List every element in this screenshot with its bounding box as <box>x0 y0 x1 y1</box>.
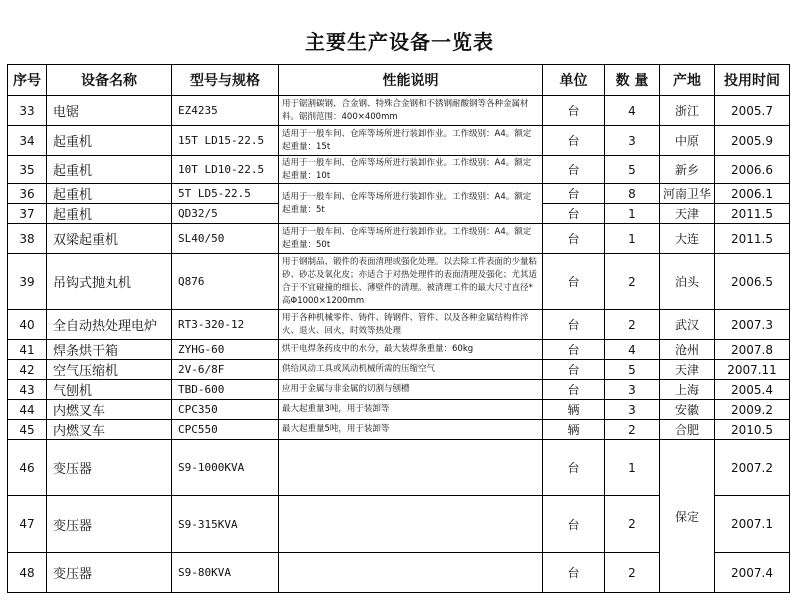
row-name: 变压器 <box>47 553 172 593</box>
row-desc: 适用于一般车间、仓库等场所进行装卸作业。工作级别：A4。额定起重量：5t <box>279 184 543 224</box>
row-date: 2007.8 <box>715 340 790 360</box>
row-origin: 泊头 <box>660 254 715 310</box>
table-row <box>8 310 790 340</box>
row-unit: 辆 <box>543 420 605 440</box>
row-no: 34 <box>8 126 47 156</box>
table-row <box>8 224 790 254</box>
row-desc: 适用于一般车间、仓库等场所进行装卸作业。工作级别：A4。额定起重量：15t <box>279 126 543 156</box>
row-date: 2006.6 <box>715 156 790 184</box>
row-name: 起重机 <box>47 184 172 204</box>
row-no: 46 <box>8 440 47 496</box>
row-qty: 3 <box>605 126 660 156</box>
row-name: 变压器 <box>47 440 172 496</box>
row-unit: 台 <box>543 340 605 360</box>
row-unit: 台 <box>543 254 605 310</box>
row-desc: 供给风动工具或风动机械所需的压缩空气 <box>279 360 543 380</box>
table-row <box>8 400 790 420</box>
row-no: 45 <box>8 420 47 440</box>
row-unit: 辆 <box>543 400 605 420</box>
row-model: CPC550 <box>172 420 279 440</box>
row-name: 变压器 <box>47 496 172 553</box>
row-name: 内燃叉车 <box>47 400 172 420</box>
row-origin: 保定 <box>660 440 715 593</box>
row-qty: 1 <box>605 224 660 254</box>
table-row <box>8 184 790 204</box>
row-model: S9-80KVA <box>172 553 279 593</box>
row-unit: 台 <box>543 126 605 156</box>
row-origin: 安徽 <box>660 400 715 420</box>
row-unit: 台 <box>543 360 605 380</box>
row-model: RT3-320-12 <box>172 310 279 340</box>
row-unit: 台 <box>543 96 605 126</box>
row-name: 空气压缩机 <box>47 360 172 380</box>
table-row <box>8 96 790 126</box>
row-unit: 台 <box>543 224 605 254</box>
header-origin: 产地 <box>660 65 715 96</box>
row-date: 2009.2 <box>715 400 790 420</box>
row-no: 40 <box>8 310 47 340</box>
row-no: 39 <box>8 254 47 310</box>
row-origin: 武汉 <box>660 310 715 340</box>
row-no: 42 <box>8 360 47 380</box>
row-qty: 8 <box>605 184 660 204</box>
row-unit: 台 <box>543 156 605 184</box>
row-unit: 台 <box>543 204 605 224</box>
row-desc: 最大起重量5吨，用于装卸等 <box>279 420 543 440</box>
table-row <box>8 156 790 184</box>
row-origin: 天津 <box>660 204 715 224</box>
row-origin: 上海 <box>660 380 715 400</box>
row-desc: 最大起重量3吨，用于装卸等 <box>279 400 543 420</box>
row-desc <box>279 553 543 593</box>
table-row <box>8 420 790 440</box>
row-origin: 河南卫华 <box>660 184 715 204</box>
row-qty: 2 <box>605 496 660 553</box>
row-desc: 应用于金属与非金属的切割与刨槽 <box>279 380 543 400</box>
row-qty: 2 <box>605 254 660 310</box>
row-name: 气刨机 <box>47 380 172 400</box>
row-desc: 烘干电焊条药皮中的水分，最大装焊条重量：60kg <box>279 340 543 360</box>
row-no: 47 <box>8 496 47 553</box>
row-qty: 4 <box>605 96 660 126</box>
row-unit: 台 <box>543 380 605 400</box>
row-model: Q876 <box>172 254 279 310</box>
row-date: 2007.2 <box>715 440 790 496</box>
row-unit: 台 <box>543 553 605 593</box>
row-date: 2006.5 <box>715 254 790 310</box>
row-unit: 台 <box>543 184 605 204</box>
row-origin: 天津 <box>660 360 715 380</box>
table-row <box>8 380 790 400</box>
row-qty: 2 <box>605 420 660 440</box>
row-no: 38 <box>8 224 47 254</box>
row-model: CPC350 <box>172 400 279 420</box>
header-desc: 性能说明 <box>279 65 543 96</box>
table-header-row <box>8 65 790 96</box>
row-date: 2005.4 <box>715 380 790 400</box>
header-date: 投用时间 <box>715 65 790 96</box>
header-model: 型号与规格 <box>172 65 279 96</box>
row-qty: 1 <box>605 440 660 496</box>
row-name: 焊条烘干箱 <box>47 340 172 360</box>
row-name: 电锯 <box>47 96 172 126</box>
row-model: 10T LD10-22.5 <box>172 156 279 184</box>
row-date: 2005.9 <box>715 126 790 156</box>
row-origin: 浙江 <box>660 96 715 126</box>
row-name: 双梁起重机 <box>47 224 172 254</box>
row-name: 全自动热处理电炉 <box>47 310 172 340</box>
row-model: QD32/5 <box>172 204 279 224</box>
row-name: 内燃叉车 <box>47 420 172 440</box>
row-no: 43 <box>8 380 47 400</box>
row-qty: 5 <box>605 156 660 184</box>
row-desc <box>279 440 543 496</box>
row-origin: 沧州 <box>660 340 715 360</box>
row-model: ZYHG-60 <box>172 340 279 360</box>
row-qty: 2 <box>605 310 660 340</box>
row-qty: 5 <box>605 360 660 380</box>
row-unit: 台 <box>543 496 605 553</box>
row-origin: 大连 <box>660 224 715 254</box>
page-title: 主要生产设备一览表 <box>305 30 494 54</box>
row-model: SL40/50 <box>172 224 279 254</box>
row-no: 35 <box>8 156 47 184</box>
row-desc: 用于锯割碳钢、合金钢、特殊合金钢和不锈钢耐酸钢等各种金属材料。锯削范围：400×400mm <box>279 96 543 126</box>
row-name: 起重机 <box>47 156 172 184</box>
row-no: 33 <box>8 96 47 126</box>
row-model: 5T LD5-22.5 <box>172 184 279 204</box>
row-qty: 2 <box>605 553 660 593</box>
row-model: 2V-6/8F <box>172 360 279 380</box>
row-model: S9-1000KVA <box>172 440 279 496</box>
row-qty: 1 <box>605 204 660 224</box>
row-date: 2011.5 <box>715 204 790 224</box>
row-no: 48 <box>8 553 47 593</box>
equipment-table <box>7 64 790 593</box>
row-desc <box>279 496 543 553</box>
table-row <box>8 254 790 310</box>
row-desc: 适用于一般车间、仓库等场所进行装卸作业。工作级别：A4。额定起重量：10t <box>279 156 543 184</box>
row-no: 41 <box>8 340 47 360</box>
row-name: 起重机 <box>47 126 172 156</box>
row-qty: 4 <box>605 340 660 360</box>
row-unit: 台 <box>543 310 605 340</box>
row-desc: 适用于一般车间、仓库等场所进行装卸作业。工作级别：A4。额定起重量：50t <box>279 224 543 254</box>
row-name: 吊钩式抛丸机 <box>47 254 172 310</box>
row-date: 2007.4 <box>715 553 790 593</box>
row-qty: 3 <box>605 380 660 400</box>
table-row <box>8 440 790 496</box>
row-origin: 新乡 <box>660 156 715 184</box>
header-unit: 单位 <box>543 65 605 96</box>
row-date: 2010.5 <box>715 420 790 440</box>
row-no: 44 <box>8 400 47 420</box>
row-model: S9-315KVA <box>172 496 279 553</box>
row-date: 2005.7 <box>715 96 790 126</box>
row-origin: 合肥 <box>660 420 715 440</box>
row-date: 2007.3 <box>715 310 790 340</box>
row-date: 2006.1 <box>715 184 790 204</box>
row-date: 2011.5 <box>715 224 790 254</box>
row-desc: 用于各种机械零件、铸件、铸钢件、管件、以及各种金属结构件淬火、退火、回火，时效等热处理 <box>279 310 543 340</box>
row-desc: 用于钢制品、锻件的表面清理或强化处理。以去除工件表面的少量粘砂、砂芯及氧化皮；亦适合于对热处理件的表面清理及强化；尤其适合于不宜碰撞的细长、薄壁件的清理。被清理工件的最大尺寸直径*高Φ1000×1200mm <box>279 254 543 310</box>
row-unit: 台 <box>543 440 605 496</box>
row-no: 36 <box>8 184 47 204</box>
header-qty: 数 量 <box>605 65 660 96</box>
row-no: 37 <box>8 204 47 224</box>
row-model: TBD-600 <box>172 380 279 400</box>
row-date: 2007.11 <box>715 360 790 380</box>
row-qty: 3 <box>605 400 660 420</box>
row-date: 2007.1 <box>715 496 790 553</box>
row-origin: 中原 <box>660 126 715 156</box>
row-model: 15T LD15-22.5 <box>172 126 279 156</box>
row-model: EZ4235 <box>172 96 279 126</box>
table-row <box>8 340 790 360</box>
table-row <box>8 126 790 156</box>
header-name: 设备名称 <box>47 65 172 96</box>
row-name: 起重机 <box>47 204 172 224</box>
header-no: 序号 <box>8 65 47 96</box>
table-row <box>8 360 790 380</box>
